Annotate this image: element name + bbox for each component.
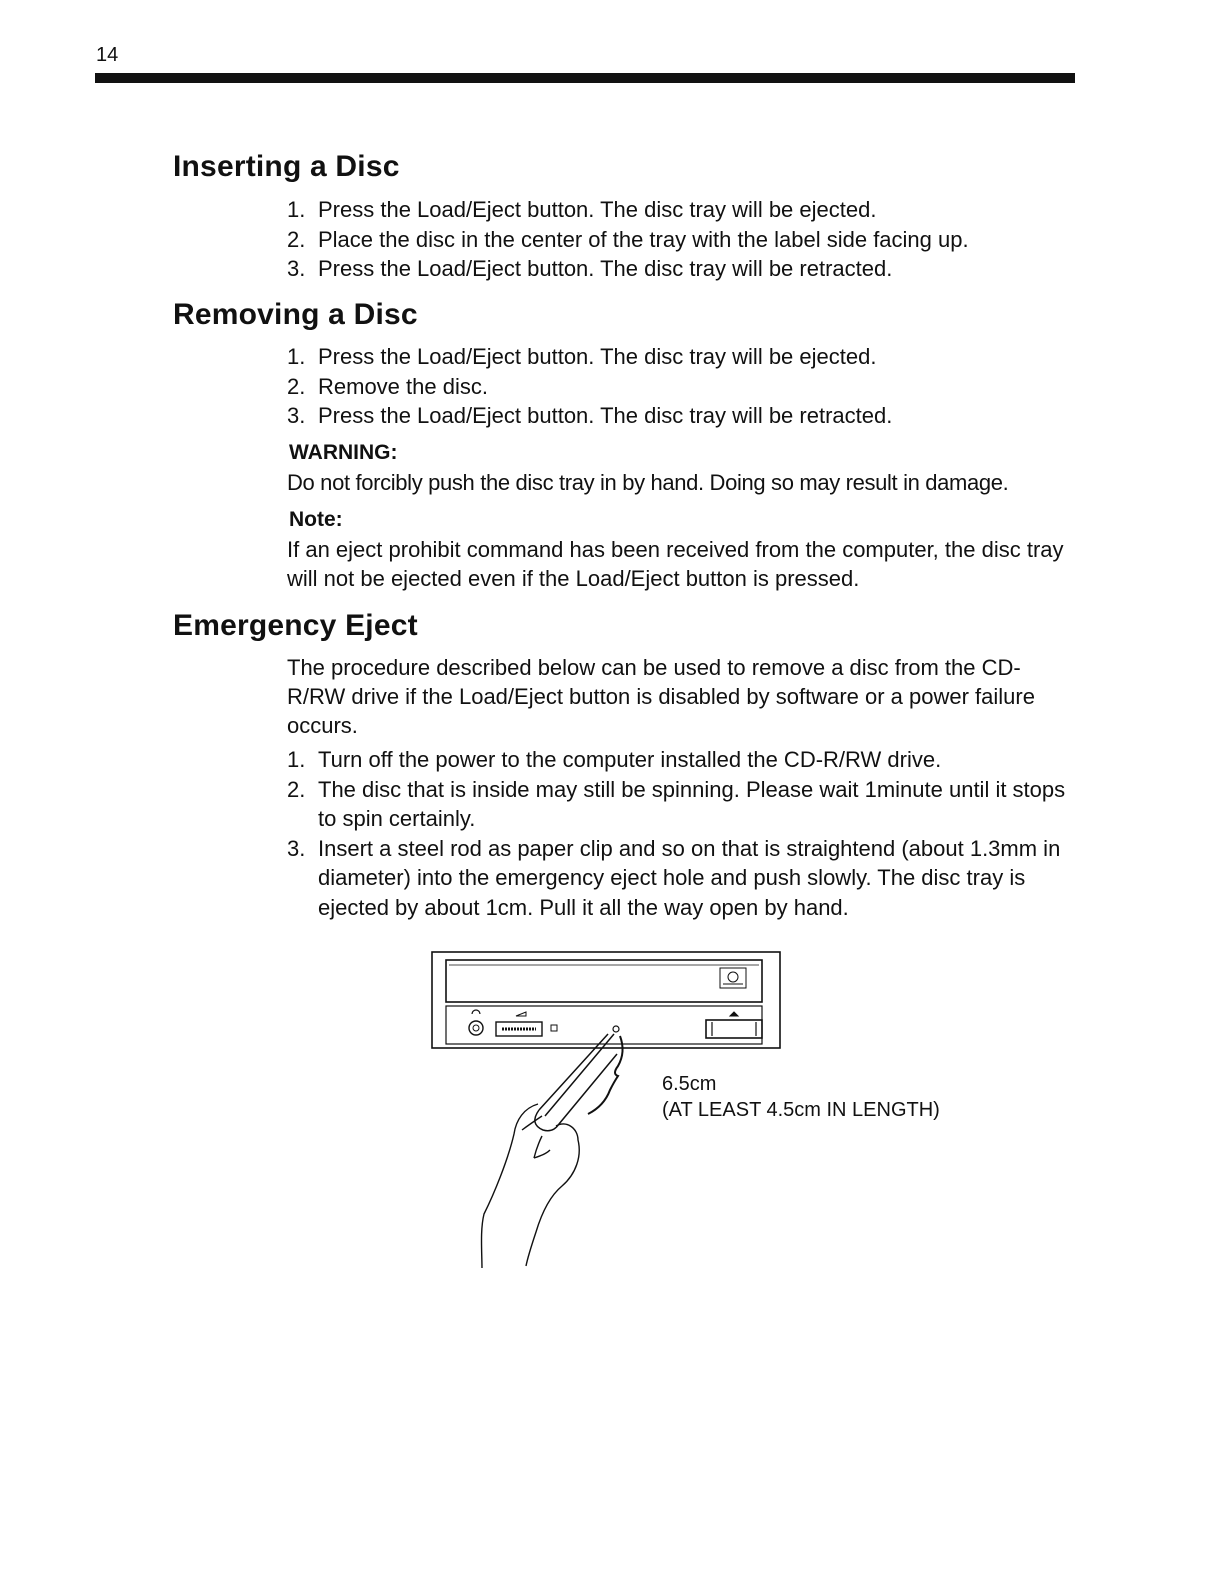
section-title-removing: Removing a Disc [173,298,418,331]
volume-icon [516,1012,526,1016]
drive-bezel [432,952,780,1048]
busy-indicator [551,1025,557,1031]
list-item: 1. Turn off the power to the computer installed the CD-R/RW drive. [287,747,942,772]
length-label: 6.5cm [662,1073,717,1095]
header-rule [95,73,1075,83]
eject-icon [730,1012,738,1016]
headphone-jack [469,1021,483,1035]
load-eject-button [706,1020,762,1038]
list-item: 3. Press the Load/Eject button. The disc tray will be retracted. [287,256,893,281]
emergency-intro: The procedure described below can be used to remove a disc from the CD-R/RW drive if the Load/Eject button is disabled by software or a power failure occurs. [287,655,1035,738]
list-item: 2. The disc that is inside may still be spinning. Please wait 1minute until it stops to spin certainly. [287,776,1066,831]
removing-steps [287,342,1087,431]
inserting-steps [287,195,1087,284]
warning-label: WARNING: [289,441,398,464]
section-title-inserting: Inserting a Disc [173,150,400,183]
list-item: 3. Insert a steel rod as paper clip and so on that is straightend (about 1.3mm in diameter) into the emergency eject hole and push slowly. The disc tray is ejected by about 1cm. Pull it all the way open by hand. [287,835,1061,920]
note-label: Note: [289,508,343,531]
list-item: 2. Remove the disc. [287,373,488,399]
list-item: 3. Press the Load/Eject button. The disc tray will be retracted. [287,403,893,428]
min-length-label: (AT LEAST 4.5cm IN LENGTH) [662,1099,940,1121]
warning-text: Do not forcibly push the disc tray in by hand. Doing so may result in damage. [287,470,1009,495]
disc-logo-icon [720,968,746,988]
hand-illustration [482,1104,580,1268]
note-text: If an eject prohibit command has been received from the computer, the disc tray will not be ejected even if the Load/Eject button is pressed. [287,537,1064,591]
list-item: 1. Press the Load/Eject button. The disc tray will be ejected. [287,197,877,222]
section-title-emergency: Emergency Eject [173,609,418,642]
emergency-eject-figure [430,948,990,1268]
page-number: 14 [96,44,119,66]
figure-caption [662,1071,940,1123]
emergency-eject-hole [613,1026,619,1032]
list-item: 2. Place the disc in the center of the tray with the label side facing up. [287,226,969,252]
disc-tray [446,960,762,1002]
list-item: 1. Press the Load/Eject button. The disc tray will be ejected. [287,344,877,369]
headphone-icon [472,1010,480,1014]
emergency-steps [287,745,1077,922]
